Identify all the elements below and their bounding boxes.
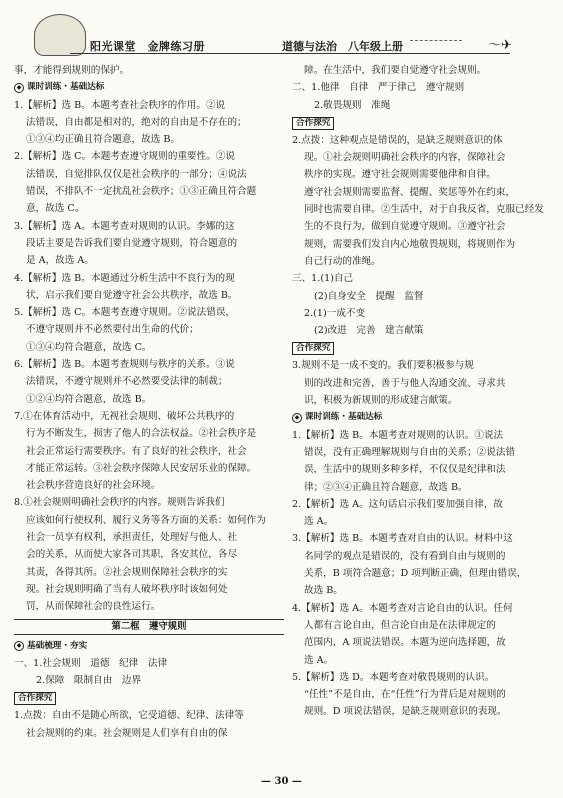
answer-line: 错误，不排队不一定扰乱社会秩序；①③正确且符合题 bbox=[26, 186, 257, 198]
section-box: 合作探究 bbox=[292, 117, 334, 130]
answer-line: 5.【解析】选 D。本题考查对敬畏规则的认识。 bbox=[292, 671, 495, 683]
section-icon: ◆ bbox=[292, 413, 302, 423]
book-logo-icon bbox=[34, 14, 86, 56]
answer-line: ①③④均正确且符合题意，故选 B。 bbox=[26, 134, 181, 146]
answer-line: 才能正常运转。③社会秩序保障人民安居乐业的保障。 bbox=[26, 462, 257, 474]
answer-line: 2.(1)一成不变 bbox=[304, 307, 366, 319]
answer-line: 社会规则的约束。社会规则是人们享有自由的保 bbox=[26, 727, 228, 739]
text-line: 事，才能得到规则的保护。 bbox=[14, 65, 130, 76]
answer-line: “任性”不是自由，在“任性”行为背后是对规则的 bbox=[304, 689, 506, 701]
answer-line: (2)改进 完善 建言献策 bbox=[314, 325, 424, 337]
answer-line: 秩序的实现。遵守社会规则需要他律和自律。 bbox=[304, 169, 496, 181]
answer-line: 2.保障 限制自由 边界 bbox=[36, 675, 142, 687]
answer-line: 规则。D 项说法错误，是缺乏规则意识的表现。 bbox=[304, 706, 507, 718]
answer-line: 社会正常运行需要秩序。有了良好的社会秩序，社会 bbox=[26, 445, 247, 457]
answer-line: 会的关系，从而使大家各司其职，各安其位，各尽 bbox=[26, 549, 238, 561]
answer-line: 2.【解析】选 C。本题考查遵守规则的重要性。②说 bbox=[14, 151, 236, 163]
answer-line: 应该如何行使权利、履行义务等各方面的关系：如何作为 bbox=[26, 514, 266, 526]
answer-line: 现。社会规则明确了当有人破坏秩序时该如何处 bbox=[26, 583, 228, 595]
answer-line: 社会一员享有权利，承担责任，处理好与他人、社 bbox=[26, 532, 238, 544]
answer-line: (2)自身安全 提醒 监督 bbox=[314, 290, 424, 302]
answer-line: 2.敬畏规则 准绳 bbox=[314, 99, 391, 111]
answer-line: 7.①在体育活动中，无视社会规则、破坏公共秩序的 bbox=[14, 410, 235, 422]
answer-line: 段话主要是告诉我们要自觉遵守规则，符合题意的 bbox=[26, 237, 238, 249]
answer-line: 5.【解析】选 C。本题考查遵守规则。②说法错误， bbox=[14, 307, 236, 319]
answer-line: 范围内，A 项说法错误。本题为逆向选择题，故 bbox=[304, 637, 506, 649]
answer-line: 不遵守规则并不必然要付出生命的代价； bbox=[26, 324, 199, 336]
answer-line: 3.【解析】选 B。本题考查对自由的认识。材料中这 bbox=[292, 533, 513, 545]
birds-icon: 〜✈ bbox=[488, 38, 512, 53]
answer-line: 8.①社会规则明确社会秩序的内容。规则告诉我们 bbox=[14, 497, 225, 509]
subject-title: 道德与法治 八年级上册 bbox=[282, 40, 403, 53]
answer-line: 自己行动的准绳。 bbox=[304, 255, 381, 267]
answer-line: 6.【解析】选 B。本题考查规则与秩序的关系。③说 bbox=[14, 359, 235, 371]
answer-line: 生的不良行为，做到自觉遵守规则。③遵守社会 bbox=[304, 221, 506, 233]
answer-line: 1.【解析】选 B。本题考查社会秩序的作用。②说 bbox=[14, 99, 226, 111]
answer-line: ①③④均符合题意，故选 C。 bbox=[26, 341, 152, 353]
answer-line: 现。①社会规则明确社会秩序的内容，保障社会 bbox=[304, 152, 506, 164]
answer-line: 意，故选 C。 bbox=[26, 203, 85, 215]
section-icon: ◆ bbox=[14, 641, 24, 651]
answer-line: 遵守社会规则需要监督、提醒、奖惩等外在约束， bbox=[304, 186, 516, 198]
lesson-title: 第二框 遵守规则 bbox=[14, 619, 284, 635]
section-heading: ◆ 基础梳理・夯实 bbox=[14, 638, 284, 655]
answer-line: 人都有言论自由，但言论自由是在法律规定的 bbox=[304, 619, 496, 631]
answer-line: 选 A。 bbox=[304, 654, 334, 666]
left-column bbox=[14, 62, 284, 742]
page-header bbox=[0, 0, 563, 62]
answer-line: 选 A。 bbox=[304, 516, 334, 528]
answer-line: 2.【解析】选 A。这句话启示我们要加强自律，故 bbox=[292, 498, 504, 510]
answer-line: 则的改进和完善，善于与他人沟通交流、寻求共 bbox=[304, 377, 506, 389]
answer-line: 律；②③④正确且符合题意，故选 B。 bbox=[304, 481, 468, 493]
right-column bbox=[292, 62, 552, 721]
answer-line: 罚，从而保障社会的良性运行。 bbox=[26, 601, 161, 613]
answer-line: 3.【解析】选 A。本题考查对规则的认识。李娜的这 bbox=[14, 220, 235, 232]
decor-dashes bbox=[410, 40, 462, 49]
answer-line: 行为不断发生，损害了他人的合法权益。②社会秩序是 bbox=[26, 428, 257, 440]
answer-line: 4.【解析】选 A。本题考查对言论自由的认识。任何 bbox=[292, 602, 513, 614]
answer-line: 1.点拨：自由不是随心所欲，它受道德、纪律、法律等 bbox=[14, 710, 244, 722]
section-box: 合作探究 bbox=[292, 342, 334, 355]
answer-line: 2.点拨：这种观点是错误的，是缺乏规则意识的体 bbox=[292, 134, 503, 146]
answer-line: 是 A，故选 A。 bbox=[26, 255, 94, 267]
answer-line: 名同学的观点是错误的，没有看到自由与规则的 bbox=[304, 550, 506, 562]
answer-line: 3.规则不是一成不变的。我们要积极参与规 bbox=[292, 360, 474, 372]
answer-line: 4.【解析】选 B。本题通过分析生活中不良行为的现 bbox=[14, 272, 235, 284]
answer-line: 法错误，不遵守规则并不必然要受法律的制裁； bbox=[26, 376, 228, 388]
answer-line: ①②④均符合题意，故选 B。 bbox=[26, 393, 152, 405]
answer-line: 法错误，自觉排队仅仅是社会秩序的一部分；④说法 bbox=[26, 168, 247, 180]
book-title: 阳光课堂 金牌练习册 bbox=[90, 40, 205, 53]
answer-line: 故选 B。 bbox=[304, 585, 343, 597]
answer-line: 一、1.社会规则 道德 纪律 法律 bbox=[14, 657, 168, 669]
answer-line: 其责，各得其所。②社会规则保障社会秩序的实 bbox=[26, 566, 228, 578]
section-heading: ◆ 课时训练・基础达标 bbox=[14, 79, 284, 96]
answer-line: 二、1.他律 自律 严于律己 遵守规则 bbox=[292, 82, 465, 94]
section-box: 合作探究 bbox=[14, 692, 56, 705]
answer-line: 三、1.(1)自己 bbox=[292, 273, 354, 285]
answer-line: 社会秩序营造良好的社会环境。 bbox=[26, 480, 161, 492]
section-heading: ◆ 课时训练・基础达标 bbox=[292, 409, 552, 426]
answer-line: 同时也需要自律。②生活中，对于自我反省，克服已经发 bbox=[304, 204, 544, 216]
answer-line: 法错误，自由都是相对的，绝对的自由是不存在的； bbox=[26, 116, 247, 128]
answer-line: 1.【解析】选 B。本题考查对规则的认识。①说法 bbox=[292, 429, 504, 441]
answer-line: 错误，没有正确理解规则与自由的关系；②说法错 bbox=[304, 446, 516, 458]
answer-line: 状，启示我们要自觉遵守社会公共秩序，故选 B。 bbox=[26, 289, 238, 301]
answer-line: 关系，B 项符合题意；D 项判断正确，但理由错误， bbox=[304, 568, 527, 580]
answer-line: 障。在生活中，我们要自觉遵守社会规则。 bbox=[304, 65, 487, 76]
answer-line: 识，积极为新规则的形成建言献策。 bbox=[304, 395, 458, 407]
header-rule bbox=[70, 53, 510, 54]
section-icon: ◆ bbox=[14, 83, 24, 93]
page-number: — 30 — bbox=[261, 776, 302, 787]
answer-line: 误，生活中的规则多种多样，不仅仅是纪律和法 bbox=[304, 464, 506, 476]
answer-line: 规则，需要我们发自内心地敬畏规则，将规则作为 bbox=[304, 238, 516, 250]
